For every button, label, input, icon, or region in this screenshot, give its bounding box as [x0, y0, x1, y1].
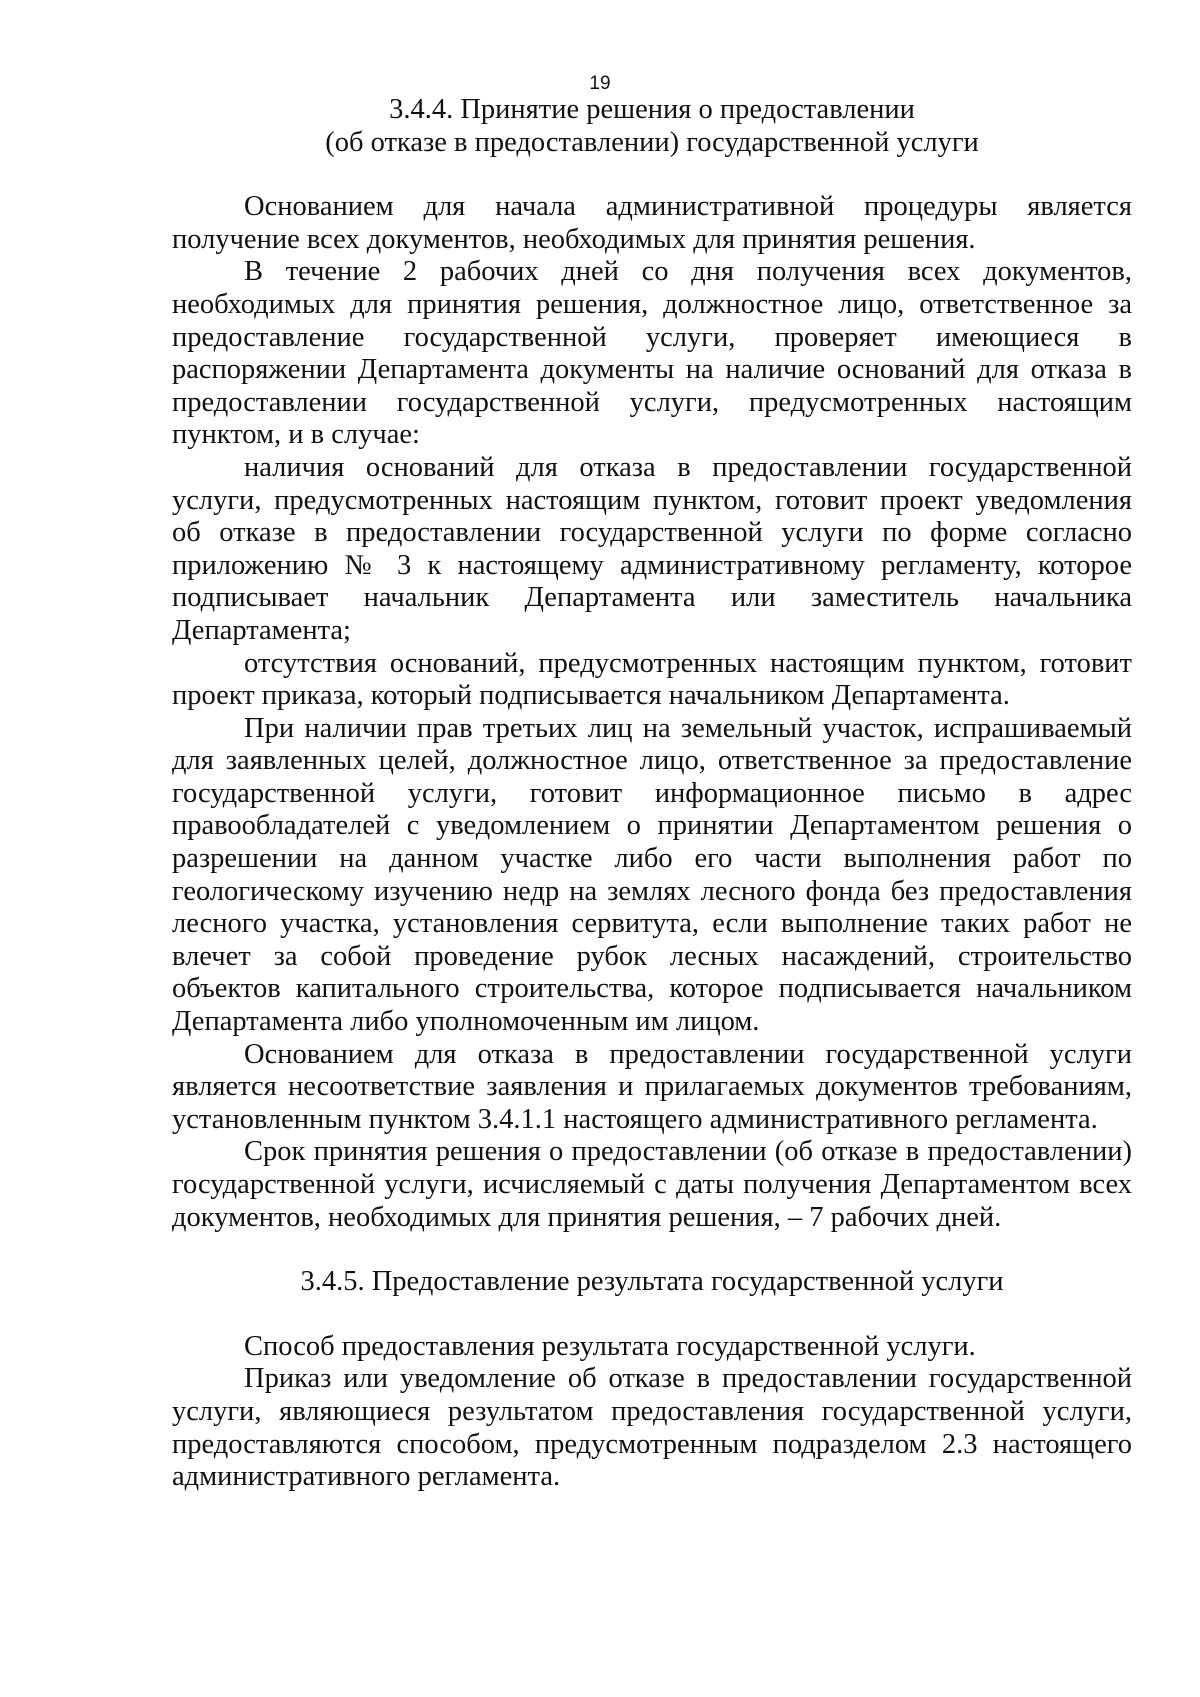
- paragraph-result-method: Способ предоставления результата государственной услуги.: [244, 1330, 976, 1362]
- paragraph-two-days-check: В течение 2 рабочих дней со дня получения всех документов, необходимых для принятия решения, должностное лицо, ответственное за предоставление государственной услуги, проверяет имеющиеся в распоряжении Департамента документы на наличие оснований для отказа в предоставлении государственной услуги, предусмотренных настоящим пунктом, и в случае:: [172, 256, 1132, 451]
- spacer: [172, 1299, 1132, 1331]
- paragraph-grounds-for-refusal-case: наличия оснований для отказа в предоставлении государственной услуги, предусмотренных настоящим пунктом, готовит проект уведомления об отказе в предоставлении государственной услуги по форме согласно приложению № 3 к настоящему административному регламенту, которое подписывает начальник Департамента или заместитель начальника Департамента;: [172, 451, 1132, 646]
- section-heading-3-4-5: 3.4.5. Предоставление результата государственной услуги: [300, 1266, 1004, 1298]
- spacer: [172, 1234, 1132, 1266]
- paragraph-basis-start: Основанием для начала административной процедуры является получение всех документов, необходимых для принятия решения.: [172, 191, 1132, 255]
- page-number: 19: [589, 73, 611, 94]
- section-heading-3-4-4-line1: 3.4.4. Принятие решения о предоставлении: [389, 94, 915, 125]
- paragraph-no-grounds-case: отсутствия оснований, предусмотренных настоящим пунктом, готовит проект приказа, который подписывается начальником Департамента.: [172, 647, 1132, 712]
- paragraph-decision-deadline: Срок принятия решения о предоставлении (об отказе в предоставлении) государственной услуги, исчисляемый с даты получения Департаментом всех документов, необходимых для принятия решения, – 7 рабочих дней.: [172, 1136, 1132, 1233]
- document-body: [172, 94, 1132, 1494]
- section-heading-3-4-4: [172, 94, 1132, 159]
- paragraph-refusal-basis: Основанием для отказа в предоставлении государственной услуги является несоответствие заявления и прилагаемых документов требованиям, установленным пунктом 3.4.1.1 настоящего административного регламента.: [172, 1038, 1132, 1135]
- spacer: [172, 159, 1132, 191]
- section-heading-3-4-4-line2: (об отказе в предоставлении) государственной услуги: [325, 126, 979, 158]
- paragraph-result-delivery: Приказ или уведомление об отказе в предоставлении государственной услуги, являющиеся результатом предоставления государственной услуги, предоставляются способом, предусмотренным подразделом 2.3 настоящего административного регламента.: [172, 1363, 1132, 1493]
- paragraph-third-party-rights: При наличии прав третьих лиц на земельный участок, испрашиваемый для заявленных целей, должностное лицо, ответственное за предоставление государственной услуги, готовит информационное письмо в адрес правообладателей с уведомлением о принятии Департаментом решения о разрешении на данном участке либо его части выполнения работ по геологическому изучению недр на землях лесного фонда без предоставления лесного участка, установления сервитута, если выполнение таких работ не влечет за собой проведение рубок лесных насаждений, строительство объектов капитального строительства, которое подписывается начальником Департамента либо уполномоченным им лицом.: [172, 712, 1132, 1038]
